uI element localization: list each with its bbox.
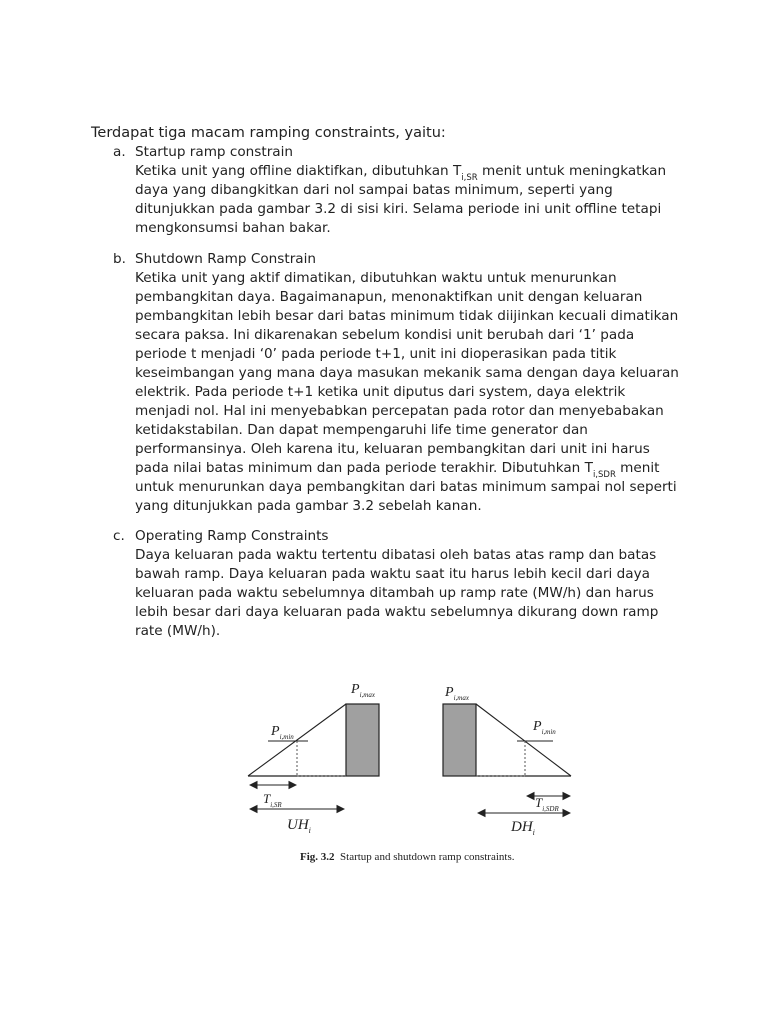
dh-label: $DH_i$ [511, 819, 535, 837]
tsr-label: $T_{i,SR}$ [263, 791, 282, 809]
ramp-constraints-figure [240, 672, 580, 872]
pmax-label: $P_{i,max}$ [351, 682, 375, 699]
pmin-label: $P_{i,min}$ [271, 724, 294, 741]
item-title: Startup ramp constrain [135, 144, 294, 160]
item-paragraph [135, 162, 683, 238]
pmin-label: $P_{i,min}$ [533, 719, 556, 736]
tsdr-label: $T_{i,SDR}$ [535, 795, 559, 813]
online-bar [346, 704, 379, 776]
intro-text: Terdapat tiga macam ramping constraints, yaitu: [91, 125, 446, 141]
subscript: i,SDR [592, 469, 616, 480]
online-bar [443, 704, 476, 776]
item-paragraph [135, 269, 683, 516]
shutdown-diagram [443, 685, 571, 837]
uh-label: $UH_i$ [287, 817, 311, 835]
paragraph-part: Ketika unit yang offline diaktifkan, dibutuhkan T [135, 163, 462, 179]
ramp-down-line [476, 704, 571, 776]
list-item-c [113, 527, 683, 641]
paragraph-part: menit untuk menurunkan daya pembangkitan dari batas minimum sampai nol seperti yang ditunjukkan pada gambar 3.2 sebelah kanan. [135, 460, 677, 514]
paragraph-part: Ketika unit yang aktif dimatikan, dibutuhkan waktu untuk menurunkan pembangkitan daya. Bagaimanapun, menonaktifkan unit dengan keluaran pembangkitan lebih besar dari batas minimum tidak diijinkan kecuali dimatikan secara paksa. Ini dikarenakan sebelum kondisi unit berubah dari ‘1’ pada periode t menjadi ‘0’ pada periode t+1, unit ini dioperasikan pada titik keseimbangan yang mana daya masukan mekanik sama dengan daya keluaran elektrik. Pada periode t+1 ketika unit diputus dari system, daya elektrik menjadi nol. Hal ini menyebabkan percepatan pada rotor dan menyebabakan ketidakstabilan. Dan dapat mempengaruhi life time generator dan performansinya. Oleh karena itu, keluaran pembangkitan dari unit ini harus pada nilai batas minimum dan pada periode terakhir. Dibutuhkan T [135, 270, 679, 476]
item-title: Shutdown Ramp Constrain [135, 251, 317, 267]
pmax-label: $P_{i,max}$ [445, 685, 469, 702]
paragraph-part: menit untuk meningkatkan daya yang dibangkitkan dari nol sampai batas minimum, seperti yang ditunjukkan pada gambar 3.2 di sisi kiri. Selama periode ini unit offline tetapi mengkonsumsi bahan bakar. [135, 163, 667, 236]
paragraph-part: Daya keluaran pada waktu tertentu dibatasi oleh batas atas ramp dan batas bawah ramp. Daya keluaran pada waktu saat itu harus lebih kecil dari daya keluaran pada waktu sebelumnya ditambah up ramp rate (MW/h) dan harus lebih besar dari daya keluaran pada waktu sebelumnya dikurang down ramp rate (MW/h). [135, 547, 659, 639]
item-paragraph [135, 546, 683, 641]
item-letter: c. [113, 528, 125, 544]
item-letter: b. [113, 251, 126, 267]
subscript: i,SR [461, 172, 478, 183]
figure-caption: Fig. 3.2 Startup and shutdown ramp constraints. [300, 851, 515, 863]
list-item-a [113, 143, 683, 238]
item-title: Operating Ramp Constraints [135, 528, 329, 544]
item-letter: a. [113, 144, 126, 160]
list-item-b [113, 250, 683, 516]
startup-diagram [248, 682, 379, 835]
